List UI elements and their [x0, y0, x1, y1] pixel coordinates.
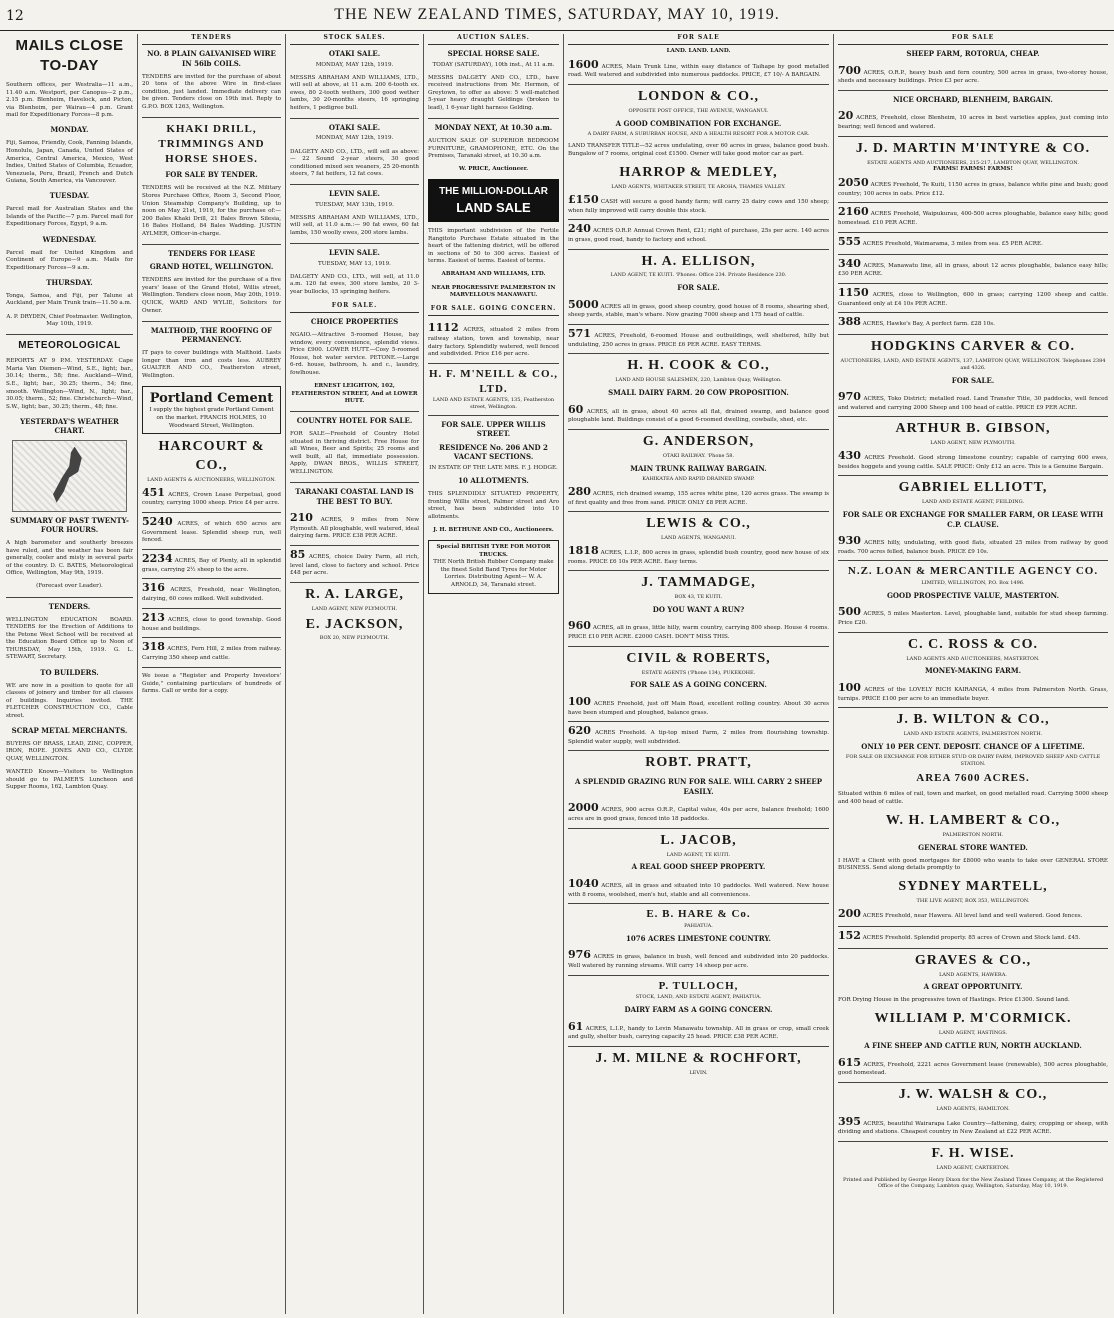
mails-heading: MAILS CLOSE TO-DAY: [15, 37, 124, 75]
chance-heading: ONLY 10 PER CENT. DEPOSIT. CHANCE OF A LIFETIME.: [861, 741, 1085, 751]
farms-row: FARMS! FARMS! FARMS!: [933, 166, 1013, 173]
mccormick-agent: WILLIAM P. M'CORMICK.: [874, 1011, 1072, 1027]
scrap-text: BUYERS OF BRASS, LEAD, ZINC, COPPER, IRON, ROPE. JONES AND CO., CLYDE QUAY, WELLINGTON.: [6, 740, 133, 762]
willis-street-heading: FOR SALE. UPPER WILLIS STREET.: [441, 419, 546, 439]
levin2-heading: LEVIN SALE.: [329, 248, 380, 258]
anderson-agent: G. ANDERSON,: [642, 433, 755, 449]
khaki-body: TENDERS will be received at the N.Z. Military Stores Purchase Office, Room 3, Second Floor, Union Steamship Company's Building, up to noon on May 21st, 1919, for the purchase of:— 200 Bales Khaki Drill, 21 Bales Brown Silesia, 16 Bales Holland, 84 Bales Wadding. JUSTIN AYLMER, Officer-in-charge.: [142, 185, 281, 237]
limestone-heading: 1076 ACRES LIMESTONE COUNTRY.: [626, 933, 771, 943]
tammadge-subtitle: BOX 43, TE KUITI.: [674, 594, 723, 601]
stock-sales-heading: STOCK SALES.: [290, 34, 419, 45]
jacob-agent: L. JACOB,: [660, 832, 737, 848]
wire-body: TENDERS are invited for the purchase of about 20 tons of the above Wire in first-class condition, just landed. Immediate delivery can be given. Tenders close on 19th inst. Reply to G.P.O. BOX 1263, Wellington.: [142, 73, 281, 110]
jacob-subtitle: LAND AGENT, TE KUITI.: [666, 851, 731, 858]
abraham-williams: ABRAHAM AND WILLIAMS, LTD.: [441, 271, 546, 278]
hare-subtitle: PAHIATUA.: [684, 922, 713, 929]
opportunity-body: FOR Drying House in the progressive town of Hastings. Price £1300. Sound land.: [838, 997, 1070, 1004]
malthoid-heading: MALTHOID, THE ROOFING OF PERMANENCY.: [150, 325, 273, 345]
nzloan-subtitle: LIMITED, WELLINGTON, P.O. Box 1496.: [921, 580, 1025, 587]
country-hotel-heading: COUNTRY HOTEL FOR SALE.: [296, 416, 413, 426]
listing-240: 240 ACRES O.R.P. Annual Crown Rent, £21; right of purchase, 25s per acre. 140 acres in grass, good road, handy to factory and school.: [568, 220, 829, 249]
listing-2050: 2050 ACRES Freehold, Te Kuiti, 1150 acres in grass, balance white pine and bush; good country; 100 acres in oats. Price £12.: [838, 174, 1108, 203]
general-store-body: I HAVE a Client with good mortgages for £8000 who wants to take over GENERAL STORE BUSINESS. Send along details promptly to: [838, 857, 1108, 872]
gibson-agent: ARTHUR B. GIBSON,: [895, 421, 1051, 437]
column-mails: [2, 34, 138, 1314]
thursday-text: Tonga, Samoa, and Fiji, per Talune at Auckland, per Main Trunk train—11.50 a.m.: [6, 292, 133, 307]
bethune-auctioneers: J. H. BETHUNE AND CO., Auctioneers.: [433, 527, 554, 534]
tammadge-agent: J. TAMMADGE,: [641, 575, 756, 591]
mcneill-name: H. F. M'NEILL & CO., LTD.: [429, 367, 558, 395]
listing-60: 60 ACRES, all in grass, about 40 acres all flat, drained swamp, and balance good ploughable land. Buildings consist of a good 6-roomed dwelling, cowbails, shed, etc.: [568, 401, 829, 430]
listing-5240: 5240 ACRES, of which 650 acres are Government lease. Splendid sheep run, well fenced.: [142, 513, 281, 550]
tyre-body: THE North British Rubber Company make the finest Solid Band Tyres for Motor Lorries. Distributing Agent— W. A. ARNOLD, 34, Taranaki street.: [433, 559, 554, 588]
area-heading: AREA 7600 ACRES.: [916, 771, 1030, 784]
listing-200: 200 ACRES Freehold, near Hawera. All level land and well watered. Good fences.: [838, 905, 1108, 927]
listing-2160: 2160 ACRES Freehold, Waipukurau, 400-500 acres ploughable, balance easy hills; good homestead. £10 PER ACRE.: [838, 203, 1108, 232]
land-row: LAND. LAND. LAND.: [666, 48, 731, 55]
harcourt-footer: We issue a "Register and Property Investors' Guide," containing particulars of hundreds of farms. Call or write for a copy.: [142, 673, 281, 695]
blenheim-heading: NICE ORCHARD, BLENHEIM, BARGAIN.: [893, 94, 1053, 104]
price-auctioneer: W. PRICE, Auctioneer.: [458, 166, 529, 173]
listing-930: 930 ACRES hilly, undulating, with good flats, situated 25 miles from railway by good roads. 700 acres felled, balance bush. PRICE £9 10s.: [838, 532, 1108, 561]
listing-700: 700 ACRES, O.R.P., heavy bush and fern country, 500 acres in grass, two-storey house, sheds and necessary buildings. Price £3 per acre.: [838, 62, 1108, 91]
large-agent-name: R. A. LARGE,: [305, 586, 404, 602]
listing-100: 100 ACRES Freehold, just off Main Road, excellent rolling country. About 30 acres have been stumped and ploughed, balance grass.: [568, 693, 829, 722]
meteorological-heading: METEOROLOGICAL: [18, 340, 121, 352]
otaki2-date: MONDAY, MAY 12th, 1919.: [315, 135, 394, 142]
for-sale-heading-a: FOR SALE: [568, 34, 829, 45]
general-store-heading: GENERAL STORE WANTED.: [918, 842, 1028, 852]
ross-agent: C. C. ROSS & CO.: [908, 636, 1038, 652]
masthead: [0, 0, 1114, 31]
combination-heading: A GOOD COMBINATION FOR EXCHANGE.: [615, 118, 782, 128]
tulloch-subtitle: STOCK, LAND, AND ESTATE AGENT, PAHIATUA.: [635, 994, 762, 1001]
hare-agent: E. B. HARE & Co.: [646, 908, 751, 921]
tyre-heading: Special BRITISH TYRE FOR MOTOR TRUCKS.: [436, 544, 551, 558]
listing-500: 500 ACRES, 5 miles Masterton. Level, ploughable land, suitable for stud sheep farming. Price £20.: [838, 603, 1108, 632]
country-hotel-body: FOR SALE—Freehold of Country Hotel situated in thriving district. Free House for all Wines, Beer and Spirits; 25 rooms and well built, all flat, immediate possession. Apply, DWAN BROS., WILLIS STREET, WELLINGTON.: [290, 431, 419, 475]
column-stock-sales: [286, 34, 424, 1314]
cook-subtitle: LAND AND HOUSE SALESMEN, 220, Lambton Quay, Wellington.: [615, 377, 782, 384]
levin2-date: TUESDAY, MAY 13, 1919.: [318, 260, 391, 267]
listing-318: 318 ACRES, Fern Hill, 2 miles from railway. Carrying 350 sheep and cattle.: [142, 638, 281, 667]
combination-subheading: A DAIRY FARM, A SUBURBAN HOUSE, AND A HEALTH RESORT FOR A MOTOR CAR.: [587, 131, 810, 138]
going-concern-heading-b: FOR SALE AS A GOING CONCERN.: [630, 680, 767, 690]
listing-1040: 1040 ACRES, all in grass and situated into 10 paddocks. Well watered. New house with 8 rooms, woolshed, men's hut, stable and all conveniences.: [568, 875, 829, 904]
listing-620: 620 ACRES Freehold. A tip-top mixed Farm, 2 miles from flourishing township. Splendid water supply, well subdivided.: [568, 722, 829, 751]
summary-heading: SUMMARY OF PAST TWENTY-FOUR HOURS.: [10, 515, 129, 535]
monday-heading: MONDAY.: [50, 125, 89, 135]
levin-heading: LEVIN SALE.: [329, 189, 380, 199]
for-sale-heading-c: FOR SALE: [838, 34, 1108, 45]
columns: [2, 34, 1112, 1314]
grazing-heading: A SPLENDID GRAZING RUN FOR SALE. WILL CARRY 2 SHEEP EASILY.: [575, 777, 822, 796]
elliott-agent: GABRIEL ELLIOTT,: [898, 480, 1048, 496]
jackson-agent-name: E. JACKSON,: [305, 616, 404, 632]
dairy-going-heading: DAIRY FARM AS A GOING CONCERN.: [624, 1005, 773, 1015]
horse-sale-heading: SPECIAL HORSE SALE.: [447, 49, 540, 59]
wise-agent: F. H. WISE.: [931, 1145, 1015, 1161]
wanted-known: WANTED Known—Visitors to Wellington should go to PALMER'S Luncheon and Supper Rooms, 162, Lambton Quay.: [6, 769, 133, 791]
weather-chart-heading: YESTERDAY'S WEATHER CHART.: [20, 416, 119, 436]
listing-100-kairanga: 100 ACRES of the LOVELY RICH KAIRANGA, 4 miles from Palmerston North. Grass, turnips. PRICE £100 per acre to an immediate buyer.: [838, 679, 1108, 708]
forecast-note: (Forecast over Leader).: [36, 583, 103, 590]
listing-2000: 2000 ACRES, 900 acres O.R.P., Capital value, 40s per acre, balance freehold; 1600 acres are in good grass, fenced into 18 paddocks.: [568, 799, 829, 828]
ellison-subtitle: LAND AGENT, TE KUITI. 'Phones: Office 234. Private Residence 230.: [610, 272, 787, 279]
column-for-sale-a: [564, 34, 834, 1314]
cook-agent: H. H. COOK & CO.,: [627, 358, 770, 374]
graves-subtitle: LAND AGENTS, HAWERA.: [939, 971, 1007, 978]
walsh-agent: J. W. WALSH & CO.,: [898, 1086, 1048, 1102]
tenders-column-heading: TENDERS: [142, 34, 281, 45]
milne-subtitle: LEVIN.: [689, 1069, 708, 1076]
khaki-subheading: FOR SALE BY TENDER.: [165, 170, 258, 180]
otaki-date: MONDAY, MAY 12th, 1919.: [315, 61, 394, 68]
civil-roberts-agent: CIVIL & ROBERTS,: [626, 650, 771, 666]
harrop-agent: HARROP & MEDLEY,: [619, 165, 778, 181]
choice-properties-heading: CHOICE PROPERTIES: [310, 317, 399, 327]
walsh-subtitle: LAND AGENTS, HAMILTON.: [936, 1105, 1010, 1112]
martell-subtitle: THE LIVE AGENT, BOX 353, WELLINGTON.: [916, 898, 1030, 905]
estate-heading: IN ESTATE OF THE LATE MRS. F. J. HODGE.: [429, 464, 558, 471]
combination-body: LAND TRANSFER TITLE—52 acres undulating, over 60 acres in grass, balance good bush. Bungalow of 7 rooms, original cost £1500. Owner will take good motor car as part.: [568, 143, 829, 157]
lewis-subtitle: LAND AGENTS, WANGANUI.: [661, 535, 736, 541]
tuesday-heading: TUESDAY.: [49, 191, 90, 201]
column-auction-sales: [424, 34, 564, 1314]
for-sale-heading-b: FOR SALE.: [677, 283, 720, 293]
column-for-sale-b: [834, 34, 1112, 1314]
otaki2-heading: OTAKI SALE.: [328, 123, 381, 132]
postmaster-signoff: A. P. DRYDEN, Chief Postmaster. Wellington, May 10th, 1919.: [6, 313, 133, 328]
opportunity-heading: A GREAT OPPORTUNITY.: [923, 982, 1023, 992]
listing-61: 61 ACRES, L.I.P., handy to Levin Manawatu township. All in grass or crop, small creek and gully, shelter bush, carrying capacity 25 head. PRICE £38 PER ACRE.: [568, 1018, 829, 1047]
residence-heading: RESIDENCE No. 206 AND 2 VACANT SECTIONS.: [439, 442, 548, 462]
builders-heading: TO BUILDERS.: [40, 667, 99, 677]
wilton-subtitle: LAND AND ESTATE AGENTS, PALMERSTON NORTH.: [903, 731, 1043, 738]
pratt-agent: ROBT. PRATT,: [645, 755, 752, 771]
milne-agent: J. M. MILNE & ROCHFORT,: [595, 1050, 802, 1066]
chance-subheading: FOR SALE OR EXCHANGE FOR EITHER STUD OR DAIRY FARM, IMPROVED SHEEP AND CATTLE STATION.: [845, 754, 1101, 768]
gibson-subtitle: LAND AGENT, NEW PLYMOUTH.: [930, 440, 1016, 447]
tulloch-agent: P. TULLOCH,: [658, 979, 739, 992]
wise-subtitle: LAND AGENT, CARTERTON.: [936, 1164, 1010, 1171]
listing-2234: 2234 ACRES, Bay of Plenty, all in splendid grass, carrying 2½ sheep to the acre.: [142, 550, 281, 579]
levin-date: TUESDAY, MAY 13th, 1919.: [315, 201, 394, 208]
listing-1818: 1818 ACRES, L.I.P., 800 acres in grass, splendid bush country, good new house of six rooms. PRICE £6 10s PER ACRE. Easy terms.: [568, 542, 829, 571]
tuesday-text: Parcel mail for Australian States and the Islands of the Pacific—7 p.m. Parcel mail for Expeditionary Forces, Egypt, 9 a.m.: [6, 206, 133, 228]
near-palmerston: NEAR PROGRESSIVE PALMERSTON IN MARVELLOUS MANAWATU.: [431, 284, 556, 299]
listing-85: 85 ACRES, choice Dairy Farm, all rich, level land, close to factory and school. Price £48 per acre.: [290, 546, 419, 583]
monday-next-heading: MONDAY NEXT, At 10.30 a.m.: [434, 123, 553, 132]
allotments-body: THIS SPLENDIDLY SITUATED PROPERTY, fronting Willis street, Palmer street and Aro street, has been subdivided into 10 allotments.: [428, 491, 559, 520]
choice-properties-body: NGAIO.—Attractive 5-roomed House, bay window, every convenience, splendid views. Price £900. LOWER HUTT.—Cosy 5-roomed House, hot water service. PETONE.—Large 6-rd. house, bathroom, h. and c., laundry, fowlhouse.: [290, 332, 419, 376]
otaki2-body: DALGETY AND CO., LTD., will sell as above:— 22 Sound 2-year steers, 30 good conditioned mixed sex weaners, 25 20-month steers, 7 fat heifers, 12 fat cows.: [290, 148, 419, 178]
going-concern-heading: FOR SALE. GOING CONCERN.: [428, 305, 559, 316]
listing-960: 960 ACRES, all in grass, little hilly, warm country, carrying 800 sheep. House 4 rooms. PRICE £10 PER ACRE. £2000 CASH. DON'T MISS THIS.: [568, 617, 829, 646]
scrap-heading: SCRAP METAL MERCHANTS.: [11, 725, 128, 735]
page-number: 12: [6, 8, 24, 24]
nzloan-agent: N.Z. LOAN & MERCANTILE AGENCY CO.: [847, 565, 1099, 578]
listing-388: 388 ACRES, Hawke's Bay, A perfect farm. £28 10s.: [838, 313, 1108, 335]
mails-intro: Southern offices, per Westralia—11 a.m., 11.40 a.m. Westport, per Canopus—2 p.m., 2.15 p.m. Blenheim, Havelock, and Picton, via Blenheim, per Wairau—4 p.m. Grant mail for Expeditionary Forces—8 p.m.: [6, 82, 133, 119]
auction-sales-heading: AUCTION SALES.: [428, 34, 559, 45]
education-board-tender: WELLINGTON EDUCATION BOARD. TENDERS for the Erection of Additions to the Petone West School will be received at the Education Board Office up to Noon of THURSDAY, May 15th, 1919. G. L. STEWART, Secretary.: [6, 616, 133, 661]
listing-615: 615 ACRES, Freehold, 2221 acres Government lease (renewable), 500 acres ploughable, good homestead.: [838, 1054, 1108, 1083]
mcintyre-subtitle: ESTATE AGENTS AND AUCTIONEERS, 215-217, LAMBTON QUAY, WELLINGTON.: [867, 159, 1079, 166]
levin-body: MESSRS ABRAHAM AND WILLIAMS, LTD., will sell, at 11.0 a.m.:— 90 fat ewes, 60 fat lambs, 150 woolly ewes, 200 store lambs.: [290, 214, 419, 237]
cement-body: I supply the highest grade Portland Cement on the market. FRANCIS HOLMES, 10 Woodward Street, Wellington.: [149, 407, 274, 429]
anderson-subtitle: OTAKI RAILWAY. 'Phone 58.: [662, 452, 735, 459]
london-subtitle: OPPOSITE POST OFFICE, THE AVENUE, WANGANUI.: [628, 107, 769, 114]
taranaki-heading: TARANAKI COASTAL LAND IS THE BEST TO BUY.: [295, 487, 414, 506]
weather-chart-map: [12, 440, 127, 512]
monday-next-body: AUCTION SALE OF SUPERIOR BEDROOM FURNITURE, GRAMOPHONE, ETC. On the Premises, Taranaki street, at 10.30 a.m.: [428, 138, 559, 160]
listing-213: 213 ACRES, close to good township. Good house and buildings.: [142, 609, 281, 638]
wire-heading: NO. 8 PLAIN GALVANISED WIRE IN 56lb COILS.: [147, 49, 276, 68]
listing-1112: 1112 ACRES, situated 2 miles from railway station, town and township, near dairy factory. Splendidly watered, well fenced and subdivided. Price £16 per acre.: [428, 319, 559, 363]
thursday-heading: THURSDAY.: [46, 277, 93, 287]
hodgkins-agent: HODGKINS CARVER & CO.: [870, 339, 1076, 355]
listing-5000: 5000 ACRES all in grass, good sheep country, good house of 8 rooms, shearing shed, sheep yards, stable, man's whare. Now grazing 7000 sheep and 175 head of cattle.: [568, 296, 829, 325]
mcintyre-agent: J. D. MARTIN M'INTYRE & CO.: [855, 140, 1091, 156]
listing-20: 20 ACRES, Freehold, close Blenheim, 10 acres in best varieties apples, just coming into bearing; well fenced and watered.: [838, 107, 1108, 136]
wilton-agent: J. B. WILTON & CO.,: [896, 712, 1050, 728]
wednesday-text: Parcel mail for United Kingdom and Continent of Europe—9 a.m. Mails for Expeditionary Forces—9 a.m.: [6, 249, 133, 271]
for-sale-heading: FOR SALE.: [290, 302, 419, 313]
harcourt-subtitle: LAND AGENTS & AUCTIONEERS, WELLINGTON.: [147, 476, 276, 483]
listing-280: 280 ACRES, rich drained swamp, 155 acres white pine, 120 acres grass. The swamp is of first quality and free from sand. PRICE ONLY £8 PER ACRE.: [568, 483, 829, 512]
summary-text: A high barometer and southerly breezes have ruled, and the weather has been fair generally, cooler and misty in several parts of the country. D. C. BATES, Meteorological Office, Wellington, May 9th, 1919.: [6, 540, 133, 577]
rotorua-heading: SHEEP FARM, ROTORUA, CHEAP.: [906, 49, 1040, 59]
london-agent: LONDON & CO.,: [637, 89, 760, 105]
martell-agent: SYDNEY MARTELL,: [898, 879, 1048, 895]
ellison-agent: H. A. ELLISON,: [641, 253, 756, 269]
main-trunk-subheading: KAHIKATEA AND RAPID DRAINED SWAMP.: [642, 475, 755, 482]
listing-976: 976 ACRES in grass, balance in bush, well fenced and subdivided into 20 paddocks. Well watered by running streams. Will carry 14 sheep per acre.: [568, 946, 829, 975]
graves-agent: GRAVES & CO.,: [914, 952, 1032, 968]
horse-sale-date: TODAY (SATURDAY), 10th inst., At 11 a.m.: [432, 61, 555, 68]
monday-text: Fiji, Samoa, Friendly, Cook, Fanning Islands, Honolulu, Japan, Canada, United States of America, Central America, Mexico, West Indies, United States of Columbia, Ecuador, Venezuela, Peru, Brazil, French and Dutch Guiana, South America, via Vancouver.: [6, 140, 133, 185]
listing-1150: 1150 ACRES, close to Wellington, 600 in grass; carrying 1200 sheep and cattle. Guaranteed only at £4 10s PER ACRE.: [838, 284, 1108, 313]
listing-340: 340 ACRES, Manawatu line, all in grass, about 12 acres ploughable, balance easy hills; £30 PER ACRE.: [838, 255, 1108, 284]
good-property-heading: A REAL GOOD SHEEP PROPERTY.: [631, 862, 766, 872]
listing-1600: 1600 ACRES, Main Trunk Line, within easy distance of Taihape by good metalled road. Well watered and subdivided into numerous paddocks. PRICE, £7 10/- A BARGAIN.: [568, 56, 829, 85]
jackson-agent-subtitle: BOX 20, NEW PLYMOUTH.: [319, 635, 390, 642]
wednesday-heading: WEDNESDAY.: [42, 234, 97, 244]
listing-555: 555 ACRES Freehold, Waimarama, 3 miles from sea. £5 PER ACRE.: [838, 233, 1108, 255]
listing-395: 395 ACRES, beautiful Wairarapa Lake Country—fattening, dairy, cropping or sheep, with dividing and stations. Cheapest country in New Zealand at £22 PER ACRE.: [838, 1113, 1108, 1142]
cement-ad: [142, 386, 281, 434]
million-dollar-land-sale-graphic: THE MILLION-DOLLAR LAND SALE: [428, 179, 559, 222]
listing-430: 430 ACRES Freehold. Good strong limestone country; capable of carrying 600 ewes, besides hoggets and young cattle. SALE PRICE: Only £12 an acre. This is a Genuine Bargain.: [838, 447, 1108, 476]
lease-heading: TENDERS FOR LEASE: [167, 248, 256, 258]
for-sale-heading-d: FOR SALE.: [951, 375, 995, 385]
otaki-body: MESSRS ABRAHAM AND WILLIAMS, LTD., will sell at above, at 11 a.m. 200 6-tooth ex. ewes, 80 2-tooth wethers, 300 good wether lambs, 30 20-months steers, 16 springing heifers, 1 pedigree bull.: [290, 74, 419, 111]
harcourt-name: HARCOURT & CO.,: [158, 439, 265, 473]
north-auckland-heading: A FINE SHEEP AND CATTLE RUN, NORTH AUCKLAND.: [864, 1041, 1082, 1051]
harrop-subtitle: LAND AGENTS, WHITAKER STREET, TE AROHA, THAMES VALLEY.: [611, 184, 786, 191]
elliott-subtitle: LAND AND ESTATE AGENT, FEILDING.: [921, 499, 1025, 506]
printer-imprint: Printed and Published by George Henry Dixon for the New Zealand Times Company, at the Registered Office of the Company, Lambton quay, Wellington, Saturday, May 10, 1919.: [842, 1176, 1104, 1190]
listing-316: 316 ACRES, Freehold, near Wellington, dairying, 60 cows milked. Well subdivided.: [142, 579, 281, 608]
money-making-heading: MONEY-MAKING FARM.: [924, 666, 1022, 676]
leighton-agent: ERNEST LEIGHTON, 102, FEATHERSTON STREET, And at LOWER HUTT.: [291, 382, 418, 405]
meteorological-report: REPORTS AT 9 P.M. YESTERDAY. Cape Maria Van Diemen—Wind, S.E., light; bar., 30.14; therm., 58; fine. Auckland—Wind, S.E., light; bar., 30.25; therm., 54; fine, smooth. Wellington—Wind, N., light; bar., 30.05; therm., 52; fine. Christchurch—Wind, S.W., light; bar., 30.25; therm., 48; fine.: [6, 358, 133, 410]
column-tenders: [138, 34, 286, 1314]
large-agent-subtitle: LAND AGENT, NEW PLYMOUTH.: [311, 605, 398, 612]
newspaper-title: THE NEW ZEALAND TIMES, SATURDAY, MAY 10, 1919.: [334, 6, 780, 23]
listing-571: 571 ACRES, Freehold, 6-roomed House and outbuildings, well sheltered, hilly but undulating, 250 acres in grass. PRICE £6 PER ACRE. EASY TERMS.: [568, 325, 829, 354]
million-body: THIS important subdivision of the Fertile Rangitoto Purchase Estate situated in the heart of the fattening district, will be offered in sections of 50 to 300 acres. Easiest of terms. Easiest of terms. Easiest of terms.: [428, 228, 559, 265]
area-body: Situated within 6 miles of rail, town and market, on good metalled road. Carrying 5000 sheep and 400 head of cattle.: [838, 791, 1108, 805]
malthoid-body: IT pays to cover buildings with Malthoid. Lasts longer than iron and costs less. AUBREY GUALTER AND CO., Featherston street, Wellington.: [142, 350, 281, 379]
listing-970: 970 ACRES, Toko District; metalled road. Land Transfer Title, 30 paddocks, well fenced and watered and carrying 2000 Sheep and 100 head of cattle. PRICE £9 PER ACRE.: [838, 388, 1108, 417]
masterton-heading: GOOD PROSPECTIVE VALUE, MASTERTON.: [886, 590, 1060, 600]
hodgkins-subtitle: AUCTIONEERS, LAND, AND ESTATE AGENTS, 137, LAMBTON QUAY, WELLINGTON. Telephones 2384 and 4326.: [840, 358, 1106, 371]
mccormick-subtitle: LAND AGENT, HASTINGS.: [938, 1030, 1008, 1037]
lambert-agent: W. H. LAMBERT & CO.,: [885, 812, 1061, 828]
listing-152: 152 ACRES Freehold. Splendid property. 85 acres of Crown and Stock land. £45.: [838, 927, 1108, 949]
horse-sale-body: MESSRS DALGETY AND CO., LTD., have received instructions from Mr. Hermon, of Greytown, to offer as above: 5 well-matched 5-year heavy draught Geldings (broken to lead), 1 6-year light harness Gelding.: [428, 74, 559, 111]
khaki-heading: KHAKI DRILL, TRIMMINGS AND HORSE SHOES.: [158, 122, 265, 165]
cement-title: Portland Cement: [149, 390, 274, 406]
otaki-heading: OTAKI SALE.: [328, 49, 381, 59]
civil-roberts-subtitle: ESTATE AGENTS ('Phone 134), PUKEKOHE.: [641, 669, 756, 676]
small-dairy-heading: SMALL DAIRY FARM. 20 COW PROPOSITION.: [608, 388, 789, 398]
run-heading: DO YOU WANT A RUN?: [652, 604, 745, 614]
tyre-ad: [428, 540, 559, 593]
listing-210: 210 ACRES, 9 miles from New Plymouth. All ploughable, well watered, ideal dairying farm. PRICE £38 PER ACRE.: [290, 509, 419, 546]
listing-150-cash: £150 CASH will secure a good handy farm; will carry 25 dairy cows and 150 sheep; when fully improved will carry double this stock.: [568, 191, 829, 220]
ross-subtitle: LAND AGENTS AND AUCTIONEERS, MASTERTON.: [906, 655, 1040, 662]
tenders-heading: TENDERS.: [48, 601, 91, 611]
allotments-heading: 10 ALLOTMENTS.: [458, 476, 529, 486]
levin2-body: DALGETY AND CO., LTD., will sell, at 11.0 a.m. 120 fat ewes, 300 store lambs, 20 3-year bullocks, 15 springing heifers.: [290, 273, 419, 295]
lambert-subtitle: PALMERSTON NORTH.: [942, 831, 1004, 838]
main-trunk-heading: MAIN TRUNK RAILWAY BARGAIN.: [630, 463, 767, 473]
exchange-heading: FOR SALE OR EXCHANGE FOR SMALLER FARM, OR LEASE WITH C.P. CLAUSE.: [842, 510, 1104, 529]
lewis-agent: LEWIS & CO.,: [646, 516, 751, 532]
lease-subheading: GRAND HOTEL, WELLINGTON.: [149, 262, 274, 272]
mcneill-subtitle: LAND AND ESTATE AGENTS, 135, Featherston street, Wellington.: [432, 397, 555, 411]
listing-451: 451 ACRES, Crown Lease Perpetual, good country, carrying 1000 sheep. Price £4 per acre.: [142, 484, 281, 513]
lease-body: TENDERS are invited for the purchase of a five years' lease of the Grand Hotel, Willis street, Wellington. Tenders close noon, May 20th, 1919. QUICK, WARD AND WYLIE, Solicitors for Owner.: [142, 277, 281, 314]
new-zealand-map-icon: [53, 447, 89, 503]
builders-text: WE are now in a position to quote for all classes of joinery and timber for all classes of buildings. Inquiries invited. THE FLETCHER CONSTRUCTION CO., Cable street.: [6, 682, 133, 719]
